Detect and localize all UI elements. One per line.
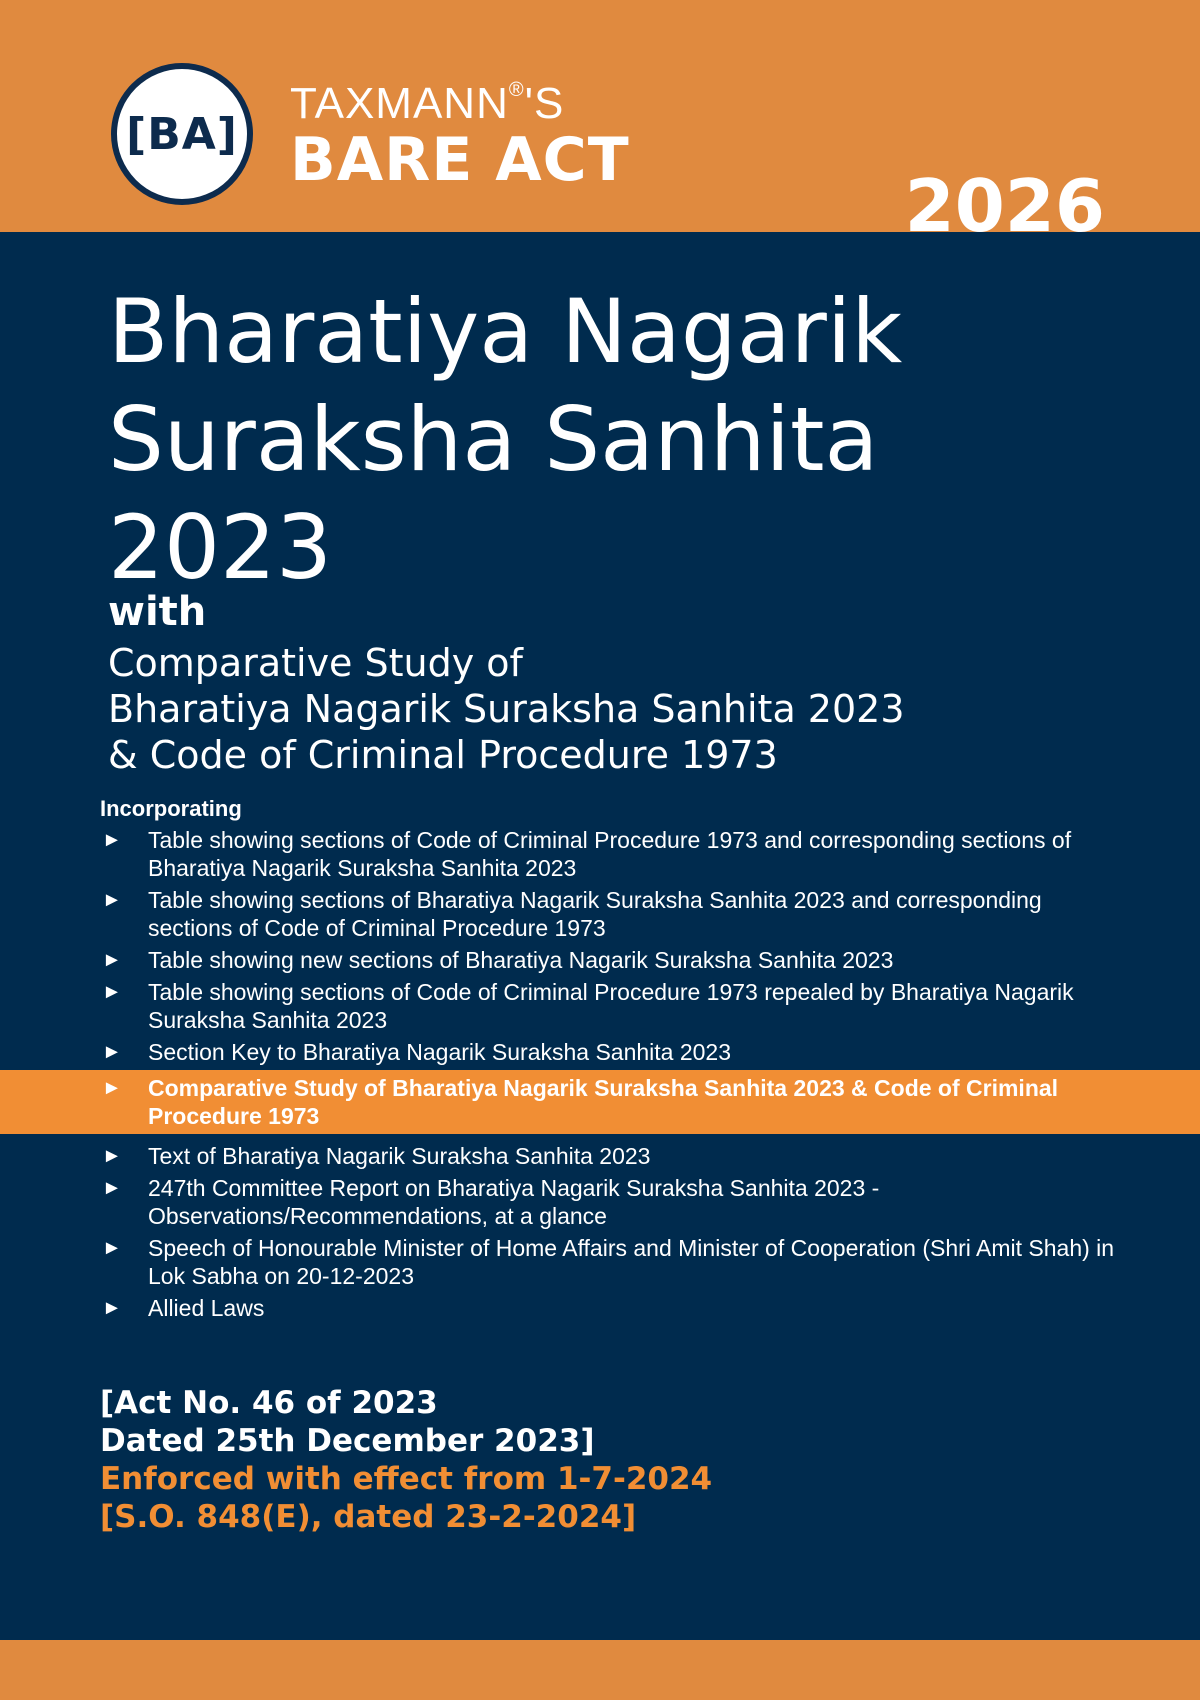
bare-act-logo [111, 63, 253, 205]
logo-text: [BA] [126, 108, 238, 160]
list-item [100, 1234, 1130, 1290]
bullet-icon: ► [102, 1041, 122, 1063]
list-item-text: 247th Committee Report on Bharatiya Nagarik Suraksha Sanhita 2023 - Observations/Recommendations, at a glance [148, 1175, 880, 1229]
incorporating-heading: Incorporating [100, 796, 242, 821]
act-date: Dated 25th December 2023] [100, 1423, 595, 1459]
list-item-text: Allied Laws [148, 1295, 265, 1321]
list-item-text: Table showing sections of Code of Criminal Procedure 1973 and corresponding sections of Bharatiya Nagarik Suraksha Sanhita 2023 [148, 827, 1072, 881]
act-details [100, 1384, 712, 1536]
subtitle-line: Bharatiya Nagarik Suraksha Sanhita 2023 [108, 687, 905, 731]
list-item-text: Text of Bharatiya Nagarik Suraksha Sanhita 2023 [148, 1143, 651, 1169]
contents-list-continued [100, 1142, 1130, 1326]
bullet-icon: ► [102, 1297, 122, 1319]
title-line: 2023 [108, 496, 332, 599]
highlighted-item-text: Comparative Study of Bharatiya Nagarik Suraksha Sanhita 2023 & Code of Criminal Procedure 1973 [148, 1075, 1059, 1129]
notification-reference: [S.O. 848(E), dated 23-2-2024] [100, 1499, 637, 1535]
list-item-text: Table showing sections of Code of Criminal Procedure 1973 repealed by Bharatiya Nagarik Suraksha Sanhita 2023 [148, 979, 1074, 1033]
list-item-text: Table showing new sections of Bharatiya Nagarik Suraksha Sanhita 2023 [148, 947, 894, 973]
title-line: Bharatiya Nagarik [108, 280, 903, 383]
bullet-icon: ► [102, 981, 122, 1003]
list-item [100, 1142, 1130, 1170]
list-item [100, 978, 1130, 1034]
list-item-text: Section Key to Bharatiya Nagarik Suraksha Sanhita 2023 [148, 1039, 732, 1065]
act-number: [Act No. 46 of 2023 [100, 1385, 438, 1421]
list-item-text: Table showing sections of Bharatiya Nagarik Suraksha Sanhita 2023 and corresponding sections of Code of Criminal Procedure 1973 [148, 887, 1042, 941]
bottom-band [0, 1640, 1200, 1700]
highlighted-list-item [100, 1074, 1130, 1130]
list-item [100, 826, 1130, 882]
bullet-icon: ► [102, 949, 122, 971]
edition-year: 2026 [904, 164, 1105, 248]
contents-list [100, 826, 1130, 1070]
publisher-label: TAXMANN [290, 79, 509, 128]
bullet-icon: ► [102, 1077, 122, 1099]
list-item [100, 1174, 1130, 1230]
bullet-icon: ► [102, 1237, 122, 1259]
subtitle-line: Comparative Study of [108, 641, 523, 685]
registered-mark: ® [508, 79, 525, 101]
list-item [100, 1038, 1130, 1066]
with-label: with [108, 589, 207, 635]
list-item [100, 1294, 1130, 1322]
subtitle [108, 640, 905, 778]
bullet-icon: ► [102, 829, 122, 851]
subtitle-line: & Code of Criminal Procedure 1973 [108, 733, 778, 777]
enforcement-date: Enforced with effect from 1-7-2024 [100, 1461, 713, 1497]
list-item [100, 886, 1130, 942]
list-item [100, 946, 1130, 974]
book-title [108, 278, 1108, 602]
publisher-name [290, 79, 565, 128]
series-label: BARE ACT [290, 125, 630, 195]
bullet-icon: ► [102, 889, 122, 911]
bullet-icon: ► [102, 1145, 122, 1167]
publisher-suffix: 'S [524, 79, 565, 128]
list-item-text: Speech of Honourable Minister of Home Affairs and Minister of Cooperation (Shri Amit Shah) in Lok Sabha on 20-12-2023 [148, 1235, 1115, 1289]
title-line: Suraksha Sanhita [108, 388, 879, 491]
bullet-icon: ► [102, 1177, 122, 1199]
